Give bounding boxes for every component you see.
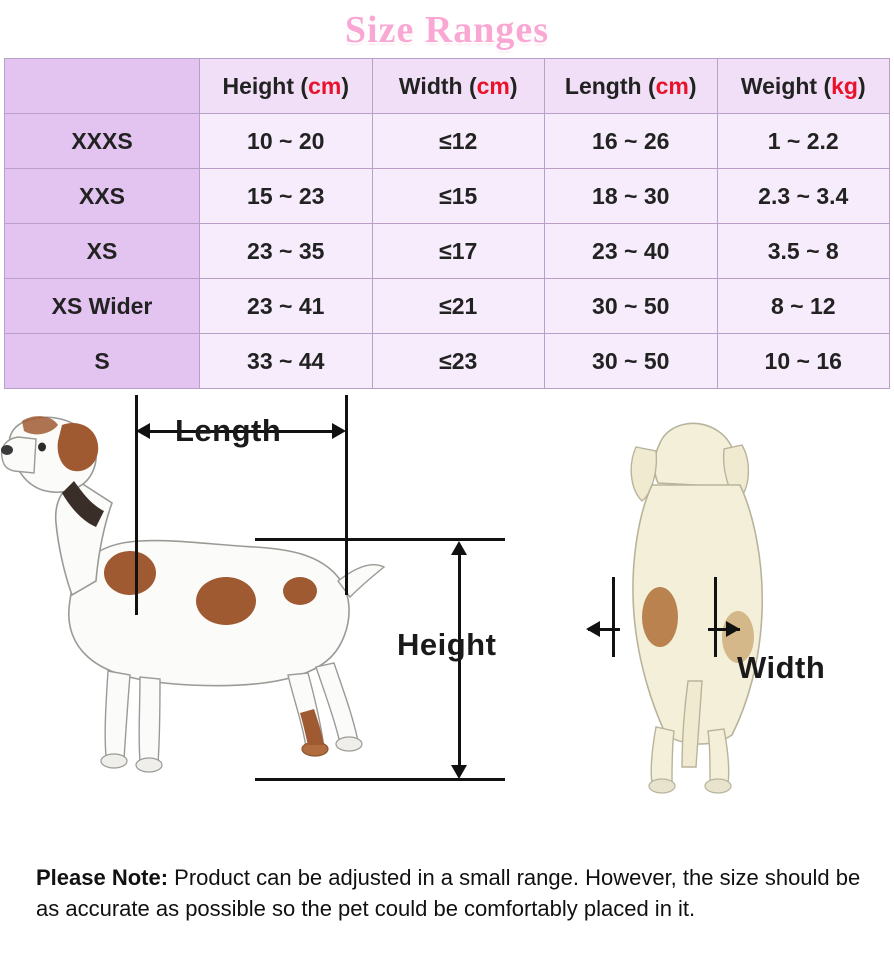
column-header-width-unit: (cm): [468, 72, 518, 99]
row-size-xxxs: XXXS: [5, 114, 200, 169]
unit-cm-width: cm: [476, 72, 510, 99]
unit-cm-length: cm: [655, 72, 689, 99]
cell-xs-wider-width: ≤21: [372, 279, 545, 334]
table-header-row: [5, 59, 890, 114]
table-row: [5, 334, 890, 389]
width-arrow-right-head: [726, 621, 740, 637]
dog-back-view-illustration: [590, 405, 800, 805]
column-header-length-unit: (cm): [647, 72, 697, 99]
cell-xxxs-width: ≤12: [372, 114, 545, 169]
column-header-weight: [717, 59, 890, 114]
column-header-length: [545, 59, 718, 114]
cell-xs-height: 23 ~ 35: [200, 224, 373, 279]
size-table-wrapper: [0, 58, 894, 389]
table-row: [5, 169, 890, 224]
note-text: [36, 862, 866, 924]
table-corner-cell: [5, 59, 200, 114]
note-prefix: Please Note:: [36, 865, 169, 890]
row-size-xxs: XXS: [5, 169, 200, 224]
row-size-xs: XS: [5, 224, 200, 279]
size-table: [4, 58, 890, 389]
cell-xxs-height: 15 ~ 23: [200, 169, 373, 224]
table-row: [5, 224, 890, 279]
dog-side-view-illustration: [0, 395, 420, 805]
cell-xs-length: 23 ~ 40: [545, 224, 718, 279]
row-size-xs-wider: XS Wider: [5, 279, 200, 334]
column-header-height: [200, 59, 373, 114]
cell-s-height: 33 ~ 44: [200, 334, 373, 389]
column-header-length-label: Length: [564, 72, 642, 99]
cell-xs-weight: 3.5 ~ 8: [717, 224, 890, 279]
cell-s-width: ≤23: [372, 334, 545, 389]
cell-xxxs-height: 10 ~ 20: [200, 114, 373, 169]
height-guide-bottom: [255, 778, 505, 781]
table-row: [5, 114, 890, 169]
row-size-s: S: [5, 334, 200, 389]
length-arrow-right-head: [332, 423, 346, 439]
cell-xxs-length: 18 ~ 30: [545, 169, 718, 224]
cell-xxs-weight: 2.3 ~ 3.4: [717, 169, 890, 224]
cell-s-length: 30 ~ 50: [545, 334, 718, 389]
measurement-diagram: [0, 395, 894, 815]
column-header-height-unit: (cm): [300, 72, 350, 99]
cell-xs-wider-weight: 8 ~ 12: [717, 279, 890, 334]
note-body: Product can be adjusted in a small range. However, the size should be as accurate as possible so the pet could be comfortably placed in it.: [36, 865, 861, 921]
height-arrow-bottom-head: [451, 765, 467, 779]
length-label: Length: [175, 413, 282, 448]
cell-xxxs-weight: 1 ~ 2.2: [717, 114, 890, 169]
unit-cm-height: cm: [308, 72, 342, 99]
column-header-weight-unit: (kg): [823, 72, 866, 99]
cell-xs-wider-length: 30 ~ 50: [545, 279, 718, 334]
cell-s-weight: 10 ~ 16: [717, 334, 890, 389]
cell-xs-wider-height: 23 ~ 41: [200, 279, 373, 334]
table-row: [5, 279, 890, 334]
height-guide-top: [255, 538, 505, 541]
length-arrow-left-head: [136, 423, 150, 439]
column-header-width: [372, 59, 545, 114]
cell-xs-width: ≤17: [372, 224, 545, 279]
cell-xxxs-length: 16 ~ 26: [545, 114, 718, 169]
width-arrow-left-head: [586, 621, 600, 637]
page-title: Size Ranges: [344, 9, 550, 51]
column-header-height-label: Height: [222, 72, 295, 99]
width-guide-left: [612, 577, 615, 657]
cell-xxs-width: ≤15: [372, 169, 545, 224]
height-label: Height: [397, 627, 497, 662]
width-guide-right: [714, 577, 717, 657]
column-header-weight-label: Weight: [740, 72, 818, 99]
unit-kg-weight: kg: [831, 72, 858, 99]
height-arrow-top-head: [451, 541, 467, 555]
column-header-width-label: Width: [398, 72, 463, 99]
width-label: Width: [737, 650, 826, 685]
